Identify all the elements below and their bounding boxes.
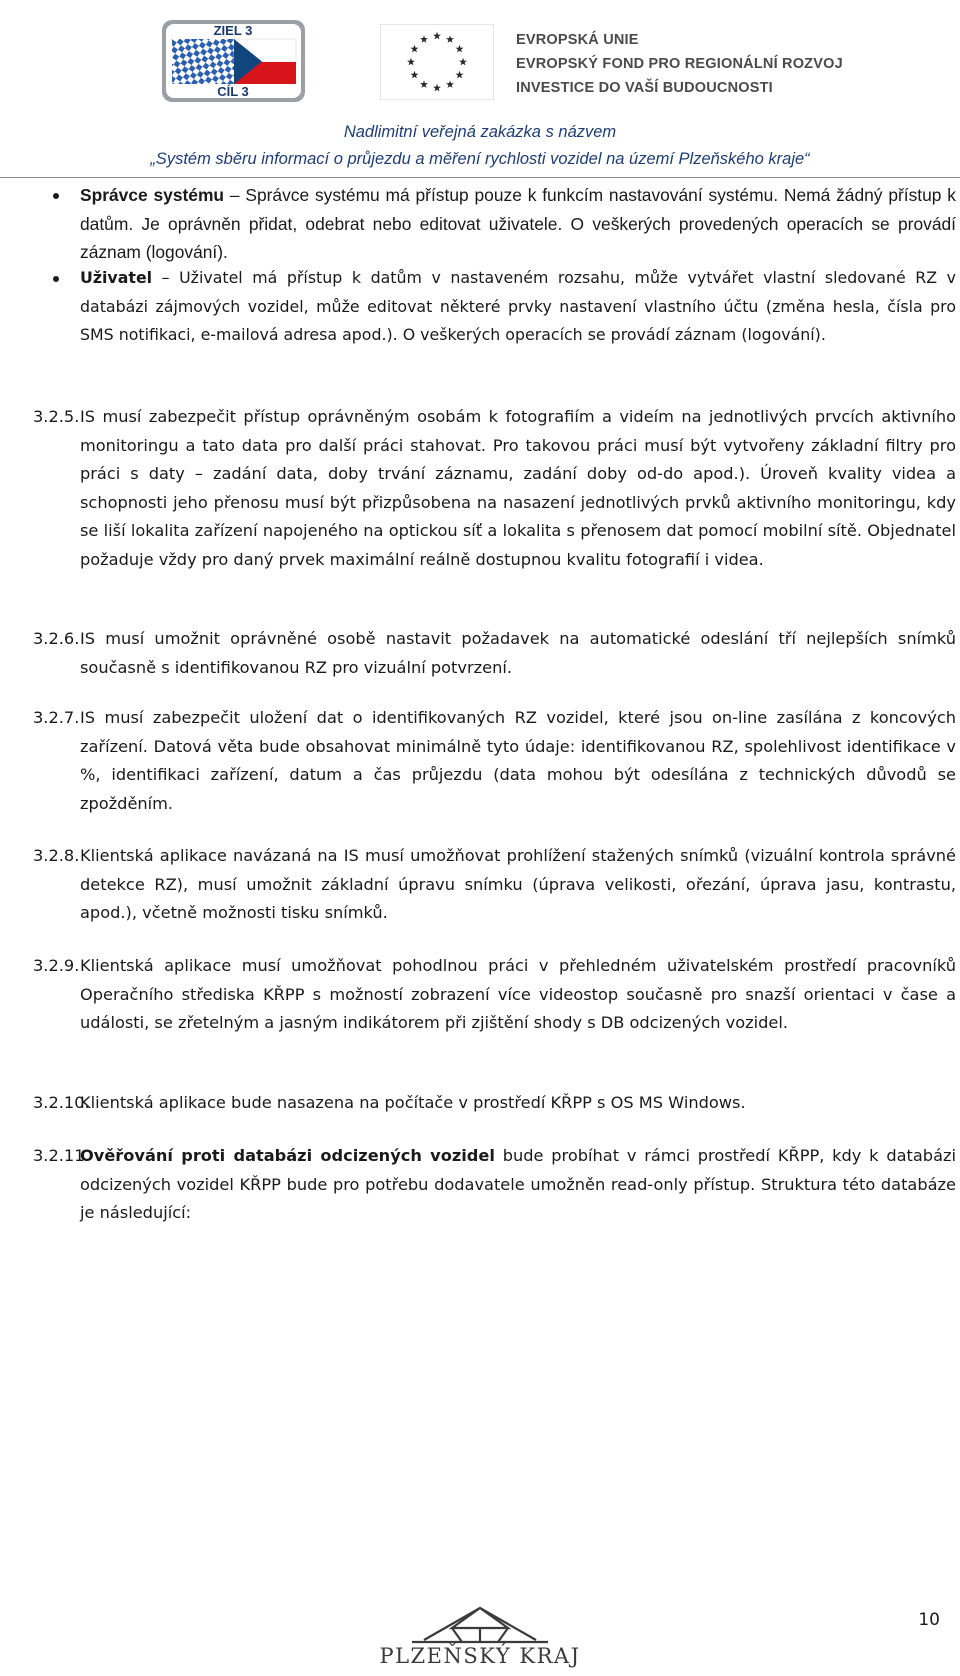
eu-line-1: EVROPSKÁ UNIE	[516, 32, 639, 48]
clause-bold-term: Ověřování proti databázi odcizených vozidel	[80, 1146, 495, 1165]
bullet-paragraph	[80, 181, 956, 267]
bullet-text: – Uživatel má přístup k datům v nastaveném rozsahu, může vytvářet vlastní sledované RZ v databázi zájmových vozidel, může editovat některé prvky nastavení vlastního účtu (změna hesla, čísla pro SMS notifikaci, e-mailová adresa apod.). O veškerých operacích se provádí záznam (logování).	[80, 268, 956, 344]
clause-number: 3.2.9.	[33, 956, 80, 975]
clause-text: Klientská aplikace bude nasazena na počítače v prostředí KŘPP s OS MS Windows.	[80, 1093, 746, 1112]
clause-text-rest: bude probíhat v rámci prostředí KŘPP, kdy k databázi odcizených vozidel KŘPP bude pro potřebu dodavatele umožněn read-only přístup. Struktura této databáze je následující:	[80, 1146, 956, 1222]
clause-text	[80, 1142, 956, 1228]
clause-text: Klientská aplikace musí umožňovat pohodlnou práci v přehledném uživatelském prostředí pracovníků Operačního střediska KŘPP s možností zobrazení více videostop současně pro snazší orientaci v čase a události, se zřetelným a jasným indikátorem při zjištění shody s DB odcizených vozidel.	[80, 956, 956, 1032]
ziel3-cil3-logo	[162, 20, 305, 102]
clause-text: Klientská aplikace navázaná na IS musí umožňovat prohlížení stažených snímků (vizuální kontrola správné detekce RZ), musí umožnit základní úpravu snímku (úprava velikosti, ořezání, úprava jasu, kontrastu, apod.), včetně možnosti tisku snímků.	[80, 846, 956, 922]
cil3-logo-label: CÍL 3	[217, 84, 249, 99]
contract-title-line-1: Nadlimitní veřejná zakázka s názvem	[343, 123, 617, 141]
eu-text-block	[516, 28, 843, 100]
eu-line-2: EVROPSKÝ FOND PRO REGIONÁLNÍ ROZVOJ	[516, 56, 843, 72]
contract-title-line-2: „Systém sběru informací o průjezdu a měření rychlosti vozidel na území Plzeňského kraje“	[150, 150, 810, 168]
bullet-system-admin	[80, 181, 956, 267]
header-divider	[0, 177, 960, 178]
eu-line-3: INVESTICE DO VAŠÍ BUDOUCNOSTI	[516, 80, 773, 96]
clause-number: 3.2.8.	[33, 846, 80, 865]
clause-number: 3.2.11.	[33, 1146, 90, 1165]
page-header	[0, 0, 960, 178]
ziel3-logo-label: ZIEL 3	[213, 23, 253, 38]
page-number: 10	[918, 1610, 940, 1630]
plzensky-kraj-brand: PLZEŇSKÝ KRAJ	[379, 1644, 581, 1668]
bullet-paragraph	[80, 264, 956, 350]
clause-number: 3.2.6.	[33, 629, 80, 648]
bullet-term: Uživatel	[80, 268, 153, 287]
clause-text: IS musí zabezpečit přístup oprávněným osobám k fotografiím a videím na jednotlivých prvcích aktivního monitoringu a tato data pro další práci stahovat. Pro takovou práci musí být vytvořeny základní filtry pro práci s daty – zadání data, doby trvání záznamu, zadání doby od-do apod.). Úroveň kvality videa a schopnosti jeho přenosu musí být přizpůsobena na nasazení jednotlivých prvků aktivního monitoringu, kdy se liší lokalita zařízení napojeného na optickou síť a lokalita s přenosem dat pomocí mobilní sítě. Objednatel požaduje vždy pro daný prvek maximální reálně dostupnou kvalitu fotografií i videa.	[80, 407, 956, 569]
clause-number: 3.2.7.	[33, 708, 80, 727]
clause-number: 3.2.10.	[33, 1093, 90, 1112]
clause-text: IS musí umožnit oprávněné osobě nastavit požadavek na automatické odeslání tří nejlepších snímků současně s identifikovanou RZ pro vizuální potvrzení.	[80, 629, 956, 677]
bullet-text: – Správce systému má přístup pouze k funkcím nastavování systému. Nemá žádný přístup k datům. Je oprávněn přidat, odebrat nebo editovat uživatele. O veškerých provedených operacích se provádí záznam (logování).	[80, 185, 956, 262]
bullet-icon	[53, 276, 59, 282]
bullet-term: Správce systému	[80, 185, 225, 205]
clause-text: IS musí zabezpečit uložení dat o identifikovaných RZ vozidel, které jsou on-line zasílána z koncových zařízení. Datová věta bude obsahovat minimálně tyto údaje: identifikovanou RZ, spolehlivost identifikace v %, identifikaci zařízení, datum a čas průjezdu (data mohou být odesílána z technických důvodů se zpožděním.	[80, 708, 956, 813]
eu-flag-logo	[380, 24, 494, 100]
bullet-user	[80, 264, 956, 350]
clause-number: 3.2.5.	[33, 407, 80, 426]
bullet-icon	[53, 193, 59, 199]
